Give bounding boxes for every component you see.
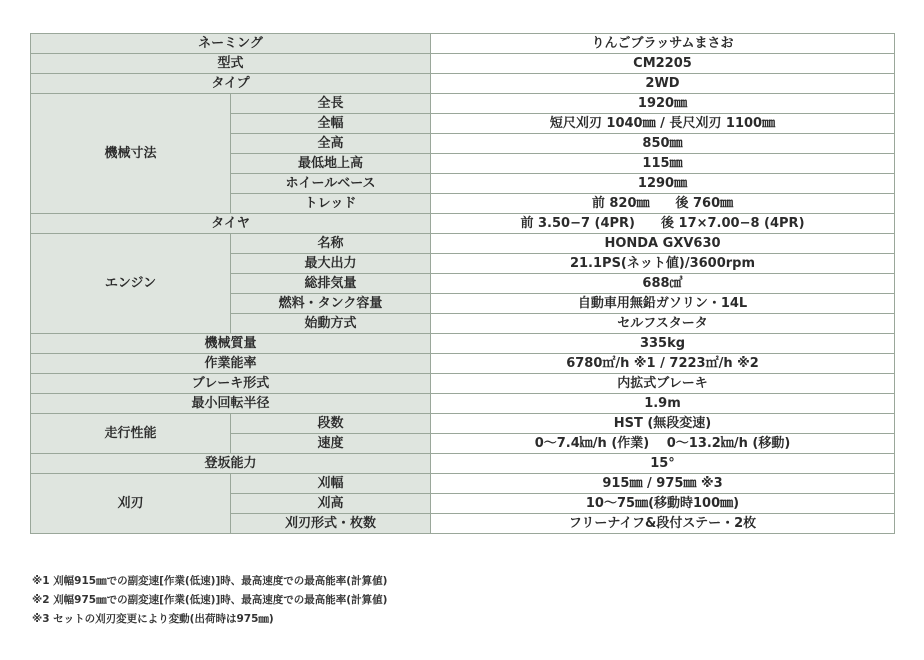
spec-value-turning-radius: 1.9m <box>431 394 895 414</box>
spec-value-ground-clearance: 115㎜ <box>431 154 895 174</box>
table-row <box>31 454 895 474</box>
group-label-blade: 刈刃 <box>31 474 231 534</box>
spec-value-displacement: 688㎤ <box>431 274 895 294</box>
spec-value-tread: 前 820㎜ 後 760㎜ <box>431 194 895 214</box>
spec-label-steps: 段数 <box>231 414 431 434</box>
spec-label-height: 全高 <box>231 134 431 154</box>
table-row <box>31 394 895 414</box>
spec-value-start-method: セルフスタータ <box>431 314 895 334</box>
spec-table <box>30 33 895 534</box>
spec-label-mass: 機械質量 <box>31 334 431 354</box>
spec-value-steps: HST (無段変速) <box>431 414 895 434</box>
spec-label-ground-clearance: 最低地上高 <box>231 154 431 174</box>
spec-label-displacement: 総排気量 <box>231 274 431 294</box>
spec-value-naming: りんごブラッサムまさお <box>431 34 895 54</box>
spec-label-cut-width: 刈幅 <box>231 474 431 494</box>
spec-label-tire: タイヤ <box>31 214 431 234</box>
spec-value-cut-height: 10〜75㎜(移動時100㎜) <box>431 494 895 514</box>
group-label-travel: 走行性能 <box>31 414 231 454</box>
spec-value-length: 1920㎜ <box>431 94 895 114</box>
table-row <box>31 354 895 374</box>
table-row <box>31 54 895 74</box>
spec-label-wheelbase: ホイールベース <box>231 174 431 194</box>
spec-label-engine-name: 名称 <box>231 234 431 254</box>
table-row <box>31 234 895 254</box>
table-row <box>31 474 895 494</box>
spec-label-climbing: 登坂能力 <box>31 454 431 474</box>
footnote-3: ※3 セットの刈刃変更により変動(出荷時は975㎜) <box>32 613 274 625</box>
spec-value-climbing: 15° <box>431 454 895 474</box>
spec-label-length: 全長 <box>231 94 431 114</box>
spec-label-speed: 速度 <box>231 434 431 454</box>
spec-value-mass: 335kg <box>431 334 895 354</box>
footnote-1: ※1 刈幅915㎜での副変速[作業(低速)]時、最高速度での最高能率(計算値) <box>32 575 388 587</box>
footnote-2: ※2 刈幅975㎜での副変速[作業(低速)]時、最高速度での最高能率(計算値) <box>32 594 388 606</box>
spec-value-type: 2WD <box>431 74 895 94</box>
spec-value-brake: 内拡式ブレーキ <box>431 374 895 394</box>
spec-value-cut-width: 915㎜ / 975㎜ ※3 <box>431 474 895 494</box>
spec-value-tire: 前 3.50−7 (4PR) 後 17×7.00−8 (4PR) <box>431 214 895 234</box>
spec-label-type: タイプ <box>31 74 431 94</box>
spec-value-speed: 0〜7.4㎞/h (作業) 0〜13.2㎞/h (移動) <box>431 434 895 454</box>
footnotes <box>32 572 387 629</box>
table-row <box>31 94 895 114</box>
spec-value-efficiency: 6780㎡/h ※1 / 7223㎡/h ※2 <box>431 354 895 374</box>
spec-label-width: 全幅 <box>231 114 431 134</box>
spec-label-cut-height: 刈高 <box>231 494 431 514</box>
spec-value-max-output: 21.1PS(ネット値)/3600rpm <box>431 254 895 274</box>
spec-value-model: CM2205 <box>431 54 895 74</box>
spec-label-max-output: 最大出力 <box>231 254 431 274</box>
spec-label-model: 型式 <box>31 54 431 74</box>
spec-label-brake: ブレーキ形式 <box>31 374 431 394</box>
table-row <box>31 414 895 434</box>
spec-label-blade-type: 刈刃形式・枚数 <box>231 514 431 534</box>
spec-label-turning-radius: 最小回転半径 <box>31 394 431 414</box>
table-row <box>31 34 895 54</box>
spec-value-blade-type: フリーナイフ&段付ステー・2枚 <box>431 514 895 534</box>
spec-value-wheelbase: 1290㎜ <box>431 174 895 194</box>
spec-value-height: 850㎜ <box>431 134 895 154</box>
table-row <box>31 334 895 354</box>
group-label-engine: エンジン <box>31 234 231 334</box>
spec-value-width: 短尺刈刃 1040㎜ / 長尺刈刃 1100㎜ <box>431 114 895 134</box>
table-row <box>31 374 895 394</box>
spec-value-engine-name: HONDA GXV630 <box>431 234 895 254</box>
group-label-dimensions: 機械寸法 <box>31 94 231 214</box>
spec-label-tread: トレッド <box>231 194 431 214</box>
spec-label-naming: ネーミング <box>31 34 431 54</box>
spec-label-efficiency: 作業能率 <box>31 354 431 374</box>
spec-label-fuel-tank: 燃料・タンク容量 <box>231 294 431 314</box>
table-row <box>31 214 895 234</box>
spec-label-start-method: 始動方式 <box>231 314 431 334</box>
table-row <box>31 74 895 94</box>
spec-value-fuel-tank: 自動車用無鉛ガソリン・14L <box>431 294 895 314</box>
